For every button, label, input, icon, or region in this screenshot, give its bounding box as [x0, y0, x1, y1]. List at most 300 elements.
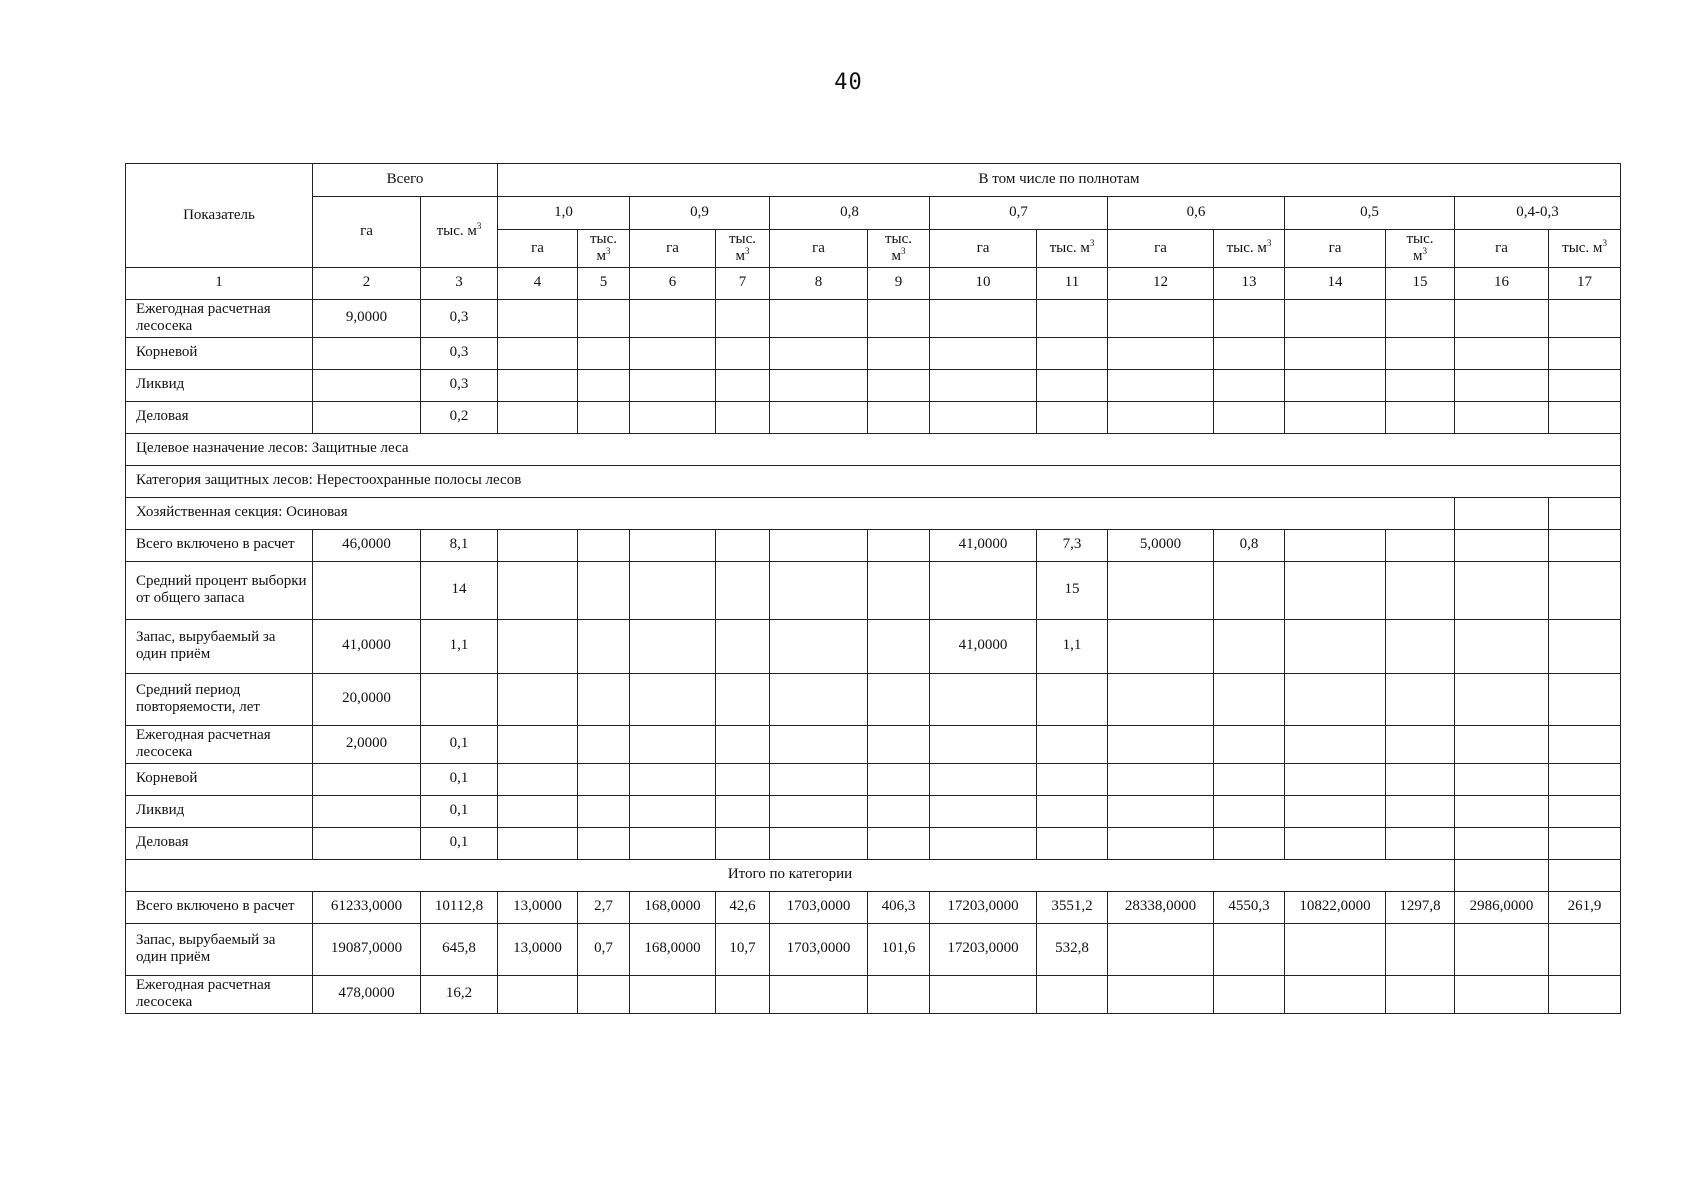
- table-cell: [770, 975, 868, 1013]
- table-row: [126, 529, 1621, 561]
- table-row: [126, 827, 1621, 859]
- table-cell: [1285, 725, 1386, 763]
- table-cell: [1455, 529, 1549, 561]
- table-cell: 10,7: [716, 923, 770, 975]
- row-label: Ликвид: [126, 369, 313, 401]
- table-cell: [498, 369, 578, 401]
- table-cell: [498, 299, 578, 337]
- table-cell: [1455, 673, 1549, 725]
- table-cell: 3551,2: [1037, 891, 1108, 923]
- table-cell: [1108, 827, 1214, 859]
- header-density-0: 1,0: [498, 197, 630, 230]
- table-cell: [868, 763, 930, 795]
- column-number: 5: [578, 267, 630, 299]
- table-cell: [930, 401, 1037, 433]
- table-row: [126, 299, 1621, 337]
- table-cell: [930, 795, 1037, 827]
- table-cell: [313, 561, 421, 619]
- table-cell: [1214, 619, 1285, 673]
- table-cell: 14: [421, 561, 498, 619]
- allowable-cut-table: [125, 163, 1621, 1014]
- table-cell: [1108, 619, 1214, 673]
- table-cell: [1285, 401, 1386, 433]
- column-number: 15: [1386, 267, 1455, 299]
- table-cell: [1285, 975, 1386, 1013]
- table-cell: [421, 673, 498, 725]
- table-cell: [1455, 369, 1549, 401]
- column-number: 8: [770, 267, 868, 299]
- table-cell: [313, 795, 421, 827]
- table-cell: [770, 795, 868, 827]
- table-cell: [630, 975, 716, 1013]
- table-cell: [578, 561, 630, 619]
- table-cell: [1037, 299, 1108, 337]
- table-cell: [313, 763, 421, 795]
- table-cell: [1455, 763, 1549, 795]
- table-cell: [1455, 923, 1549, 975]
- table-cell: 0,1: [421, 725, 498, 763]
- table-cell: 2,0000: [313, 725, 421, 763]
- table-cell: [630, 529, 716, 561]
- table-cell: [716, 795, 770, 827]
- table-row: [126, 401, 1621, 433]
- table-cell: [630, 763, 716, 795]
- row-label: Средний период повторяемости, лет: [126, 673, 313, 725]
- table-cell: [1214, 401, 1285, 433]
- table-cell: 0,1: [421, 795, 498, 827]
- table-cell: [1386, 401, 1455, 433]
- table-cell: [770, 561, 868, 619]
- table-cell: [1386, 337, 1455, 369]
- table-cell: [630, 827, 716, 859]
- table-cell: 8,1: [421, 529, 498, 561]
- table-cell: 61233,0000: [313, 891, 421, 923]
- table-cell: 1,1: [421, 619, 498, 673]
- table-cell: [1108, 561, 1214, 619]
- table-row: [126, 763, 1621, 795]
- table-cell: 17203,0000: [930, 891, 1037, 923]
- table-cell: [868, 725, 930, 763]
- table-cell: [1214, 369, 1285, 401]
- table-cell: [1108, 795, 1214, 827]
- table-cell: [716, 529, 770, 561]
- table-cell: [1386, 795, 1455, 827]
- table-cell: [1037, 725, 1108, 763]
- table-cell: [1285, 827, 1386, 859]
- table-cell: [770, 299, 868, 337]
- table-cell: [868, 619, 930, 673]
- table-cell: [1108, 299, 1214, 337]
- table-cell: [1549, 561, 1621, 619]
- table-cell: 1,1: [1037, 619, 1108, 673]
- table-cell: 20,0000: [313, 673, 421, 725]
- table-cell: [1386, 975, 1455, 1013]
- table-cell: [1108, 369, 1214, 401]
- table-cell: [868, 975, 930, 1013]
- page-number: 40: [834, 70, 863, 95]
- table-cell: [716, 299, 770, 337]
- header-total-m3: тыс. $м^3$: [421, 197, 498, 268]
- header-density-ha: га: [930, 230, 1037, 268]
- column-number: 6: [630, 267, 716, 299]
- table-cell: [1285, 369, 1386, 401]
- table-cell: 41,0000: [930, 619, 1037, 673]
- section-row-label: Категория защитных лесов: Нерестоохранные полосы лесов: [126, 465, 1621, 497]
- table-cell: [1549, 401, 1621, 433]
- column-number: 9: [868, 267, 930, 299]
- table-cell: 478,0000: [313, 975, 421, 1013]
- table-cell: [930, 299, 1037, 337]
- table-cell: [1386, 923, 1455, 975]
- table-cell: [630, 561, 716, 619]
- table-cell: [1285, 561, 1386, 619]
- table-cell: [1285, 299, 1386, 337]
- table-row: [126, 923, 1621, 975]
- table-cell: [630, 401, 716, 433]
- table-cell: [1386, 763, 1455, 795]
- table-cell: 41,0000: [930, 529, 1037, 561]
- table-cell: 2986,0000: [1455, 891, 1549, 923]
- row-label: Деловая: [126, 401, 313, 433]
- header-density-m3: тыс. $м^3$: [1214, 230, 1285, 268]
- table-cell: [716, 561, 770, 619]
- header-density-2: 0,8: [770, 197, 930, 230]
- table-row: [126, 673, 1621, 725]
- table-row: [126, 561, 1621, 619]
- header-total: Всего: [313, 164, 498, 197]
- table-cell: [770, 763, 868, 795]
- table-cell: [578, 795, 630, 827]
- table-cell: [770, 725, 868, 763]
- row-label: Всего включено в расчет: [126, 891, 313, 923]
- table-cell: [1108, 401, 1214, 433]
- table-cell: [1386, 673, 1455, 725]
- table-cell: 28338,0000: [1108, 891, 1214, 923]
- table-cell: 5,0000: [1108, 529, 1214, 561]
- header-density-ha: га: [1455, 230, 1549, 268]
- table-cell: [1455, 561, 1549, 619]
- table-cell: [1214, 827, 1285, 859]
- table-cell: [1214, 725, 1285, 763]
- column-number: 16: [1455, 267, 1549, 299]
- table-row: [126, 619, 1621, 673]
- table-cell: [1037, 827, 1108, 859]
- table-cell: [868, 827, 930, 859]
- table-cell: 0,3: [421, 299, 498, 337]
- table-cell: [868, 401, 930, 433]
- header-density-m3: тыс. $м^3$: [1386, 230, 1455, 268]
- table-cell: 2,7: [578, 891, 630, 923]
- table-row: [126, 975, 1621, 1013]
- table-cell: [1386, 827, 1455, 859]
- row-label: Запас, вырубаемый за один приём: [126, 619, 313, 673]
- table-cell: [578, 337, 630, 369]
- table-cell: [716, 975, 770, 1013]
- column-number: 2: [313, 267, 421, 299]
- table-cell: [1037, 763, 1108, 795]
- table-cell: 9,0000: [313, 299, 421, 337]
- table-cell: [1549, 337, 1621, 369]
- row-label: Запас, вырубаемый за один приём: [126, 923, 313, 975]
- table-cell: [716, 369, 770, 401]
- table-cell: [1455, 975, 1549, 1013]
- header-indicator: Показатель: [126, 164, 313, 268]
- table-cell: [313, 401, 421, 433]
- table-cell: [1285, 673, 1386, 725]
- table-cell: 0,1: [421, 827, 498, 859]
- table-cell: [716, 827, 770, 859]
- table-cell: [1214, 975, 1285, 1013]
- header-density-ha: га: [498, 230, 578, 268]
- table-cell: [1386, 369, 1455, 401]
- table-cell: [930, 725, 1037, 763]
- table-row: [126, 891, 1621, 923]
- table-cell: 7,3: [1037, 529, 1108, 561]
- table-cell: [868, 337, 930, 369]
- table-cell: [1285, 529, 1386, 561]
- column-number: 13: [1214, 267, 1285, 299]
- column-number: 4: [498, 267, 578, 299]
- table-cell: [313, 337, 421, 369]
- table-cell: 0,1: [421, 763, 498, 795]
- table-cell: 168,0000: [630, 923, 716, 975]
- table-cell: [578, 299, 630, 337]
- table-cell: [868, 299, 930, 337]
- table-cell: 16,2: [421, 975, 498, 1013]
- header-density-1: 0,9: [630, 197, 770, 230]
- table-cell: 46,0000: [313, 529, 421, 561]
- table-cell: [868, 529, 930, 561]
- table-cell: [630, 619, 716, 673]
- table-cell: [930, 561, 1037, 619]
- header-total-ha: га: [313, 197, 421, 268]
- table-cell: [630, 369, 716, 401]
- table-cell: [716, 725, 770, 763]
- table-cell: [578, 763, 630, 795]
- row-label: Корневой: [126, 337, 313, 369]
- column-number: 1: [126, 267, 313, 299]
- header-by-density: В том числе по полнотам: [498, 164, 1621, 197]
- table-cell: 0,2: [421, 401, 498, 433]
- table-cell: [1037, 337, 1108, 369]
- table-cell: [1549, 975, 1621, 1013]
- table-cell: [930, 827, 1037, 859]
- header-density-ha: га: [1285, 230, 1386, 268]
- table-cell: [770, 619, 868, 673]
- table-cell: [1285, 923, 1386, 975]
- row-label: Корневой: [126, 763, 313, 795]
- table-cell: [1214, 673, 1285, 725]
- table-cell: [1285, 763, 1386, 795]
- row-label: Ликвид: [126, 795, 313, 827]
- table-cell: 101,6: [868, 923, 930, 975]
- total-row-label: Итого по категории: [126, 859, 1455, 891]
- header-density-m3: тыс. $м^3$: [716, 230, 770, 268]
- table-cell: [498, 529, 578, 561]
- table-cell: [1386, 619, 1455, 673]
- table-cell: [1285, 619, 1386, 673]
- table-cell: [630, 725, 716, 763]
- table-cell: [1037, 401, 1108, 433]
- table-cell: [770, 401, 868, 433]
- table-cell: 13,0000: [498, 923, 578, 975]
- table-cell: [1549, 725, 1621, 763]
- table-cell: [1108, 763, 1214, 795]
- header-density-m3: тыс. $м^3$: [1549, 230, 1621, 268]
- table-cell: 1297,8: [1386, 891, 1455, 923]
- table-cell: [578, 673, 630, 725]
- table-cell: [930, 763, 1037, 795]
- table-row: [126, 337, 1621, 369]
- table-cell: 0,7: [578, 923, 630, 975]
- table-cell: 42,6: [716, 891, 770, 923]
- table-cell: [1455, 827, 1549, 859]
- table-cell: [770, 337, 868, 369]
- table-cell: 10112,8: [421, 891, 498, 923]
- table-cell: [1549, 795, 1621, 827]
- row-label: Всего включено в расчет: [126, 529, 313, 561]
- header-density-4: 0,6: [1108, 197, 1285, 230]
- header-density-m3: тыс. $м^3$: [578, 230, 630, 268]
- table-cell: 41,0000: [313, 619, 421, 673]
- table-cell: [930, 975, 1037, 1013]
- table-cell: [578, 975, 630, 1013]
- table-cell: [1386, 299, 1455, 337]
- table-cell: [868, 369, 930, 401]
- table-cell: [1037, 369, 1108, 401]
- table-cell: [1549, 619, 1621, 673]
- row-label: Средний процент выборки от общего запаса: [126, 561, 313, 619]
- header-density-ha: га: [1108, 230, 1214, 268]
- header-density-3: 0,7: [930, 197, 1108, 230]
- table-cell: [313, 369, 421, 401]
- table-cell: [1037, 795, 1108, 827]
- table-cell: [498, 401, 578, 433]
- table-cell: [716, 401, 770, 433]
- column-number: 11: [1037, 267, 1108, 299]
- table-cell: [498, 763, 578, 795]
- table-cell: 0,3: [421, 369, 498, 401]
- table-row: [126, 433, 1621, 465]
- table-row: [126, 795, 1621, 827]
- table-cell: [498, 561, 578, 619]
- table-cell: 10822,0000: [1285, 891, 1386, 923]
- row-label: Деловая: [126, 827, 313, 859]
- table-cell: 261,9: [1549, 891, 1621, 923]
- table-cell: [1108, 337, 1214, 369]
- table-cell: 645,8: [421, 923, 498, 975]
- table-cell: [1455, 859, 1549, 891]
- table-cell: [1108, 725, 1214, 763]
- table-cell: [1455, 497, 1549, 529]
- table-cell: [578, 369, 630, 401]
- table-cell: 168,0000: [630, 891, 716, 923]
- table-cell: [1108, 975, 1214, 1013]
- table-cell: [1455, 401, 1549, 433]
- header-density-ha: га: [630, 230, 716, 268]
- table-cell: [716, 619, 770, 673]
- table-cell: [1214, 763, 1285, 795]
- table-cell: [1549, 859, 1621, 891]
- column-number: 12: [1108, 267, 1214, 299]
- table-cell: [770, 673, 868, 725]
- table-cell: [1455, 619, 1549, 673]
- table-cell: [930, 369, 1037, 401]
- table-cell: 0,8: [1214, 529, 1285, 561]
- table-cell: [1285, 337, 1386, 369]
- column-number: 3: [421, 267, 498, 299]
- table-cell: [1549, 299, 1621, 337]
- row-label: Ежегодная расчетная лесосека: [126, 299, 313, 337]
- table-cell: [1214, 299, 1285, 337]
- table-cell: [1214, 561, 1285, 619]
- table-cell: [1549, 529, 1621, 561]
- table-cell: [930, 673, 1037, 725]
- table-cell: 406,3: [868, 891, 930, 923]
- table-cell: [630, 299, 716, 337]
- table-cell: [1549, 369, 1621, 401]
- table-cell: [630, 673, 716, 725]
- header-density-6: 0,4-0,3: [1455, 197, 1621, 230]
- column-number: 17: [1549, 267, 1621, 299]
- table-cell: [1214, 795, 1285, 827]
- table-cell: [578, 401, 630, 433]
- table-cell: [578, 619, 630, 673]
- table-cell: 17203,0000: [930, 923, 1037, 975]
- table-cell: [1549, 827, 1621, 859]
- table-cell: [498, 725, 578, 763]
- header-density-ha: га: [770, 230, 868, 268]
- table-cell: [1455, 337, 1549, 369]
- row-label: Ежегодная расчетная лесосека: [126, 975, 313, 1013]
- table-cell: [1455, 795, 1549, 827]
- table-cell: [770, 827, 868, 859]
- table-cell: [1386, 561, 1455, 619]
- table-cell: [498, 827, 578, 859]
- table-cell: [1037, 673, 1108, 725]
- table-cell: [1037, 975, 1108, 1013]
- column-number: 7: [716, 267, 770, 299]
- column-number: 14: [1285, 267, 1386, 299]
- table-cell: 1703,0000: [770, 891, 868, 923]
- table-cell: 1703,0000: [770, 923, 868, 975]
- table-cell: [630, 795, 716, 827]
- table-cell: [1386, 725, 1455, 763]
- table-cell: [770, 529, 868, 561]
- table-row: [126, 725, 1621, 763]
- table-cell: 15: [1037, 561, 1108, 619]
- table-cell: [313, 827, 421, 859]
- table-cell: 532,8: [1037, 923, 1108, 975]
- table-cell: [1214, 923, 1285, 975]
- table-cell: [578, 827, 630, 859]
- table-cell: [498, 673, 578, 725]
- table-cell: [868, 673, 930, 725]
- table-cell: [930, 337, 1037, 369]
- table-row: [126, 497, 1621, 529]
- table-cell: 13,0000: [498, 891, 578, 923]
- table-cell: [1285, 795, 1386, 827]
- table-cell: [716, 763, 770, 795]
- table-row: [126, 465, 1621, 497]
- table-cell: [578, 529, 630, 561]
- table-cell: [1549, 673, 1621, 725]
- header-density-5: 0,5: [1285, 197, 1455, 230]
- table-cell: [770, 369, 868, 401]
- table-cell: [498, 795, 578, 827]
- table-cell: [498, 975, 578, 1013]
- table-cell: [868, 561, 930, 619]
